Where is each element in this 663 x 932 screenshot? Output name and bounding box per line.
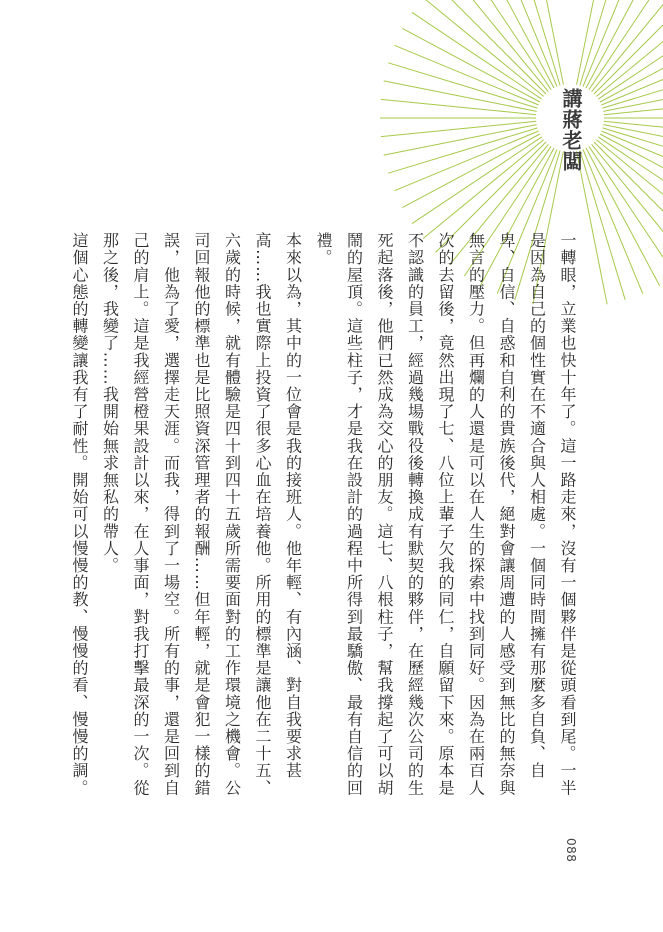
sunburst-ray bbox=[450, 0, 549, 92]
sunburst-ray bbox=[600, 28, 663, 102]
sunburst-ray bbox=[603, 81, 663, 112]
paragraph-2: 本來以為，其中的一位會是我的接班人。他年輕、有內涵、對自我要求甚高……我也實際上投資了很多心血在培養他。所用的標準是讓他在二十五、六歲的時候，就有體驗是四十到四十五歲所需要面對的工作環境之機會。公司回報他的標準也是比照資深管理者的報酬……但年輕，就是會犯一樣的錯誤，他為了愛，選擇走天涯。而我，得到了一場空。所有的事，還是回到自己的肩上。這是我經營橙果設計以來，在人事面，對我打擊最深的一次。從那之後，我變了……我開始無求無私的帶人。 bbox=[100, 232, 303, 797]
chapter-title: 講蔣老闆 bbox=[559, 88, 583, 172]
sunburst-ray bbox=[395, 45, 539, 105]
sunburst-ray bbox=[592, 0, 663, 92]
sunburst-ray bbox=[395, 131, 539, 191]
sunburst-ray bbox=[402, 134, 540, 208]
body-text bbox=[70, 232, 582, 800]
sunburst-ray bbox=[583, 0, 643, 87]
paragraph-1: 一轉眼，立業也快十年了。這一路走來，沒有一個夥伴是從頭看到尾。一半是因為自己的個性實在不適合與人相處。一個同時間擁有那麼多自負、自卑、自信、自惑和自利的貴族後代，絕對會讓周遭的人感受到無比的無奈與無言的壓力。但再爛的人還是可以在人生的探索中找到同好。因為在兩百人次的去留後，竟然出現了七、八位上輩子欠我的同仁，自願留下來。原本是不認識的員工，經過幾場戰役後轉換成有默契的夥伴，在歷經幾次公司的生死起落後，他們已然成為交心的朋友。這七、八根柱子，幫我撐起了可以胡鬧的屋頂。這些柱子，才是我在設計的過程中所得到最驕傲、最有自信的回禮。 bbox=[314, 232, 577, 797]
page-number: 088 bbox=[564, 838, 578, 863]
sunburst-ray bbox=[402, 28, 540, 102]
paragraph-3: 這個心態的轉變讓我有了耐性。開始可以慢慢的教、慢慢的看、慢慢的調。 bbox=[70, 232, 89, 797]
sunburst-ray bbox=[589, 146, 663, 276]
sunburst-ray bbox=[497, 0, 557, 87]
sunburst-ray bbox=[533, 0, 564, 85]
sunburst-ray bbox=[594, 142, 663, 252]
sunburst-ray bbox=[600, 134, 663, 208]
sunburst-ray bbox=[515, 0, 560, 86]
sunburst-ray bbox=[580, 0, 625, 86]
sunburst-ray bbox=[388, 128, 537, 173]
sunburst-ray bbox=[388, 63, 537, 108]
sunburst-ray bbox=[603, 125, 663, 156]
sunburst-ray bbox=[580, 151, 625, 300]
sunburst-ray bbox=[583, 149, 643, 293]
sunburst-ray bbox=[586, 148, 660, 286]
sunburst-ray bbox=[436, 0, 546, 94]
sunburst-ray bbox=[577, 0, 608, 85]
